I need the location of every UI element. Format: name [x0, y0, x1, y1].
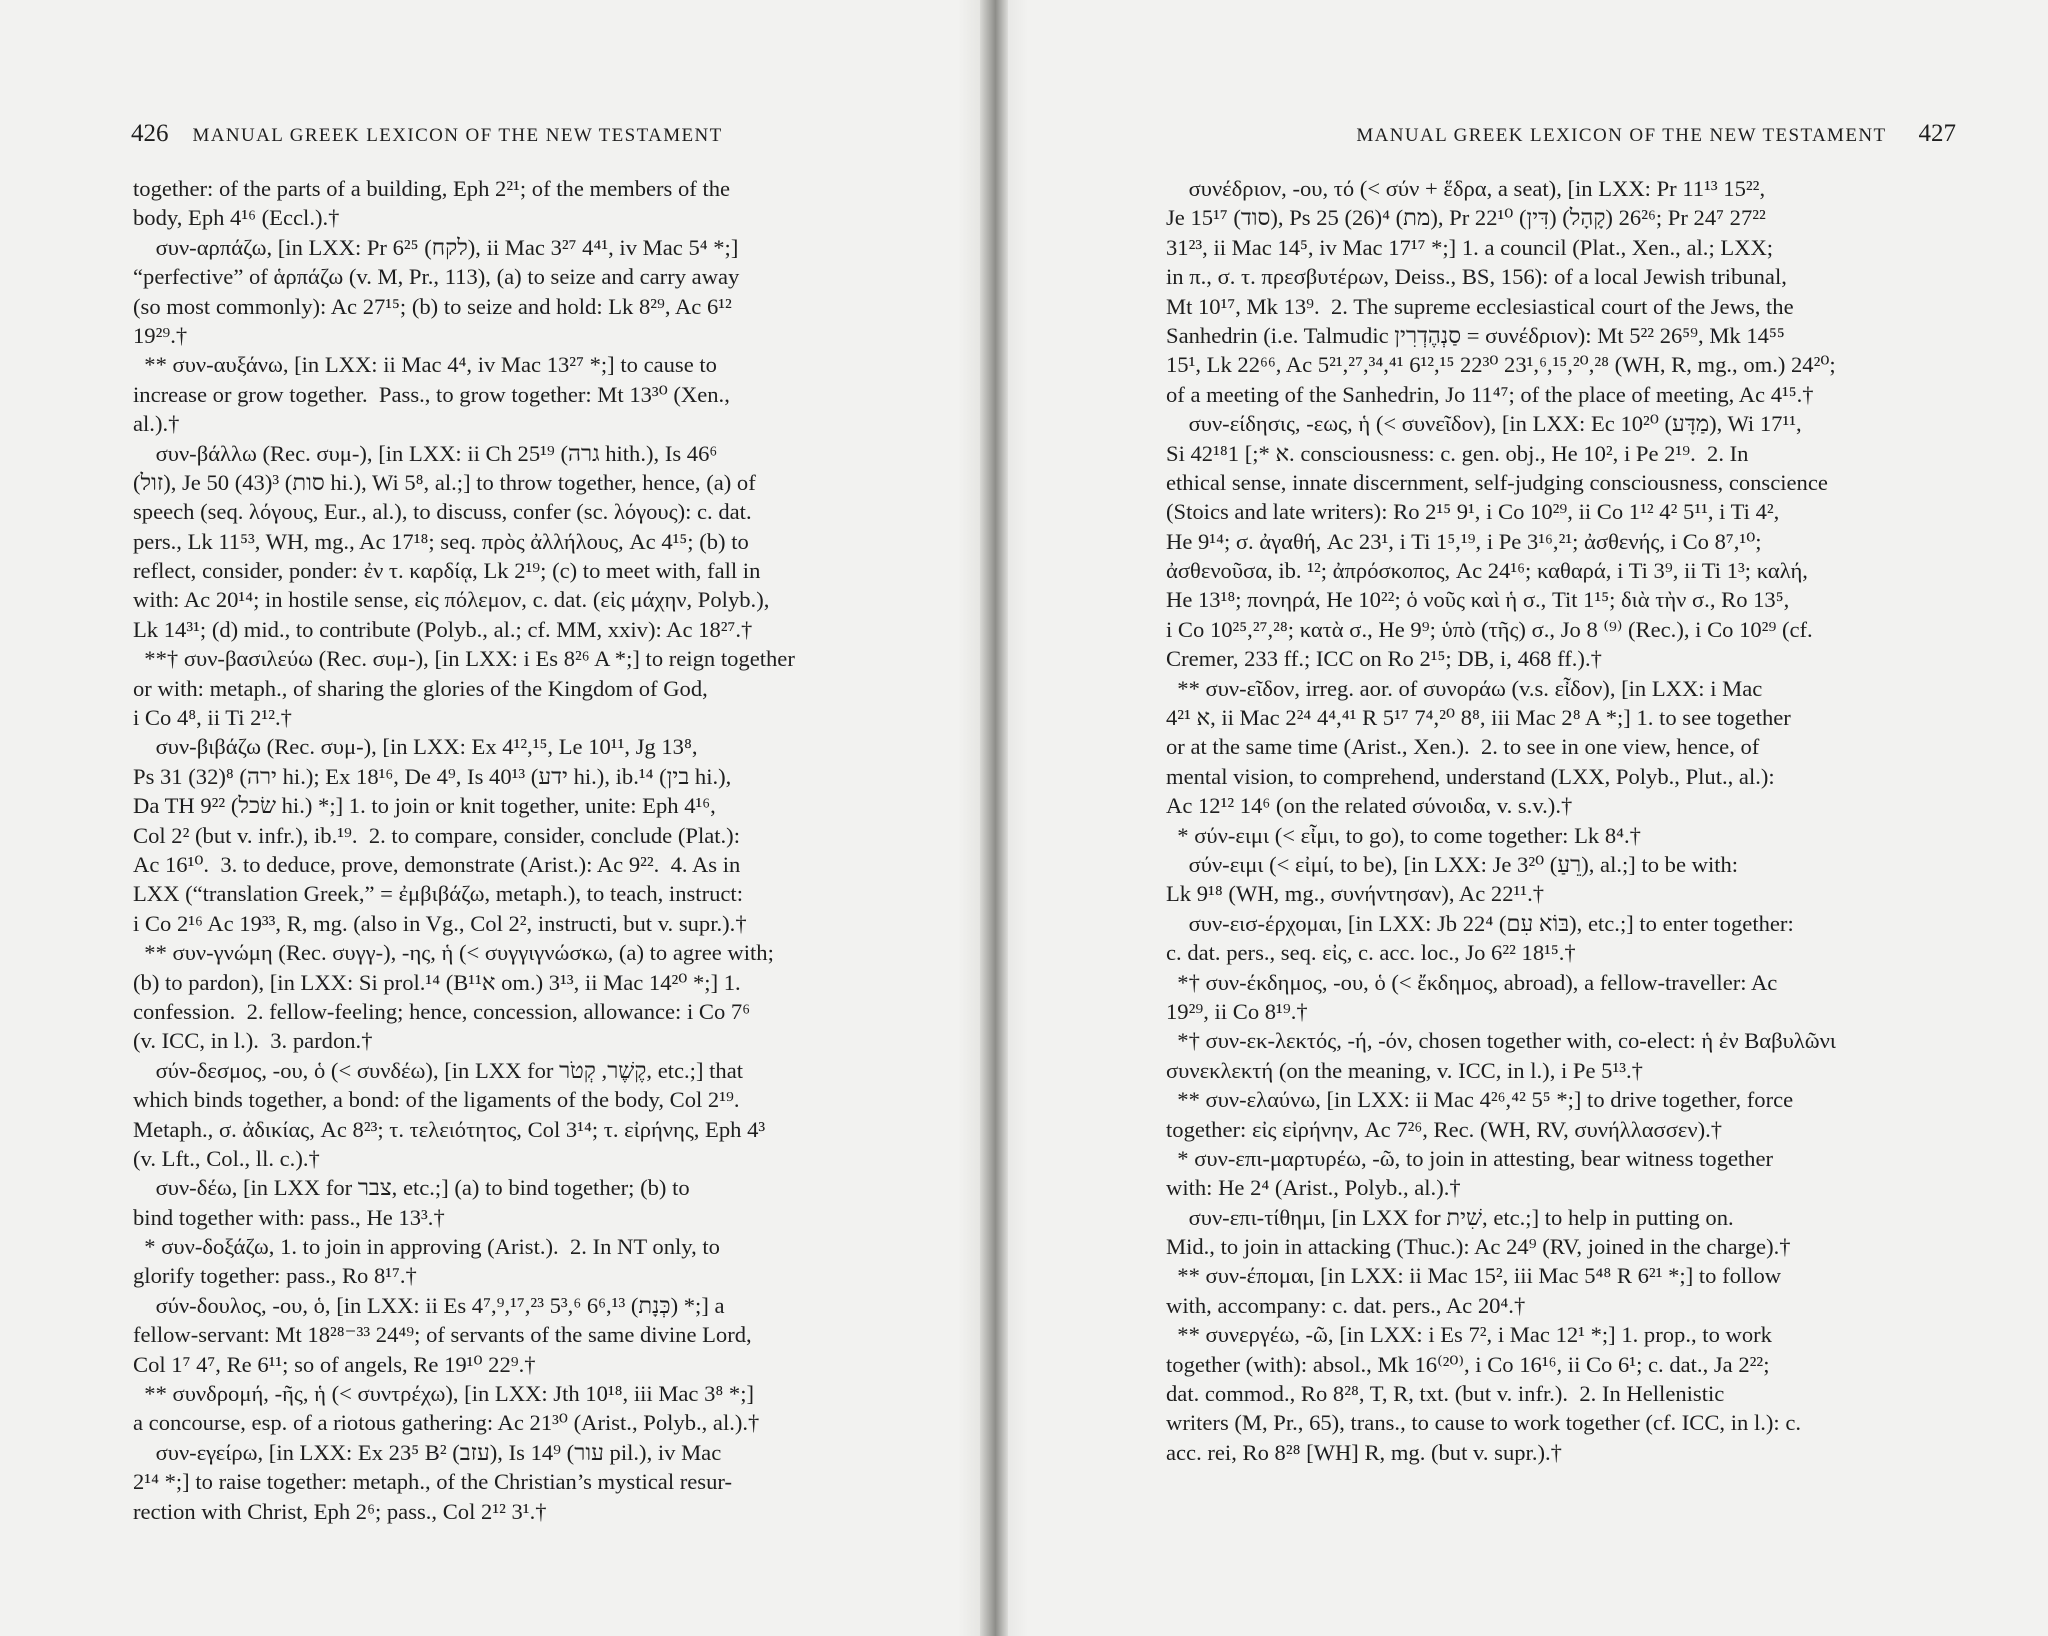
right-page-number: 427	[1918, 120, 1956, 147]
text-line: of a meeting of the Sanhedrin, Jo 11⁴⁷; of the place of meeting, Ac 4¹⁵.†	[1166, 381, 1814, 407]
text-line: Si 42¹⁸א *;] 1. consciousness: c. gen. obj., He 10², i Pe 2¹⁹. 2. In	[1166, 440, 1749, 466]
text-line: συν-επι-τίθημι, [in LXX for שִׁית, etc.;] to help in putting on.	[1166, 1204, 1734, 1230]
text-line: 19²⁹, ii Co 8¹⁹.†	[1166, 998, 1308, 1024]
right-page-body	[1166, 174, 1956, 1467]
text-line: συν-δέω, [in LXX for צבר, etc.;] (a) to bind together; (b) to	[133, 1175, 690, 1201]
text-line: together: εἰς εἰρήνην, Ac 7²⁶, Rec. (WH, RV, συνήλλασσεν).†	[1166, 1116, 1723, 1142]
text-line: confession. 2. fellow-feeling; hence, concession, allowance: i Co 7⁶	[133, 998, 751, 1024]
text-line: (so most commonly): Ac 27¹⁵; (b) to seize and hold: Lk 8²⁹, Ac 6¹²	[133, 293, 732, 319]
text-line: reflect, consider, ponder: ἐν τ. καρδίᾳ, Lk 2¹⁹; (c) to meet with, fall in	[133, 558, 761, 584]
text-line: Col 1⁷ 4⁷, Re 6¹¹; so of angels, Re 19¹⁰ 22⁹.†	[133, 1351, 536, 1377]
left-running-title: MANUAL GREEK LEXICON OF THE NEW TESTAMENT	[192, 125, 723, 146]
text-line: Cremer, 233 ff.; ICC on Ro 2¹⁵; DB, i, 468 ff.).†	[1166, 646, 1602, 672]
text-line: συν-εισ-έρχομαι, [in LXX: Jb 22⁴ (בּוֹא עִם), etc.;] to enter together:	[1166, 910, 1794, 936]
text-line: ** συνεργέω, -ῶ, [in LXX: i Es 7², i Mac 12¹ *;] 1. prop., to work	[1166, 1322, 1772, 1348]
text-line: or with: metaph., of sharing the glories of the Kingdom of God,	[133, 675, 708, 701]
text-line: σύν-ειμι (< εἰμί, to be), [in LXX: Je 3²⁰ (רֵעַ), al.;] to be with:	[1166, 851, 1739, 877]
text-line: (v. ICC, in l.). 3. pardon.†	[133, 1028, 373, 1054]
text-line: συνεκλεκτή (on the meaning, v. ICC, in l.), i Pe 5¹³.†	[1166, 1057, 1643, 1083]
text-line: συν-βάλλω (Rec. συμ-), [in LXX: ii Ch 25¹⁹ (גרה hith.), Is 46⁶	[133, 440, 718, 466]
text-line: Lk 14³¹; (d) mid., to contribute (Polyb., al.; cf. MM, xxiv): Ac 18²⁷.†	[133, 616, 753, 642]
text-line: Col 2² (but v. infr.), ib.¹⁹. 2. to compare, consider, conclude (Plat.):	[133, 822, 740, 848]
text-line: Da TH 9²² (שׂכל hi.) *;] 1. to join or knit together, unite: Eph 4¹⁶,	[133, 793, 716, 819]
text-line: Lk 9¹⁸ (WH, mg., συνήντησαν), Ac 22¹¹.†	[1166, 881, 1545, 907]
book-gutter	[980, 0, 1008, 1636]
text-line: (v. Lft., Col., ll. c.).†	[133, 1145, 320, 1171]
right-running-title: MANUAL GREEK LEXICON OF THE NEW TESTAMENT	[1356, 125, 1887, 146]
text-line: Ac 16¹⁰. 3. to deduce, prove, demonstrate (Arist.): Ac 9²². 4. As in	[133, 851, 741, 877]
text-line: Metaph., σ. ἀδικίας, Ac 8²³; τ. τελειότητος, Col 3¹⁴; τ. εἰρήνης, Eph 4³	[133, 1116, 766, 1142]
text-line: Mid., to join in attacking (Thuc.): Ac 24⁹ (RV, joined in the charge).†	[1166, 1234, 1791, 1260]
text-line: 2¹⁴ *;] to raise together: metaph., of the Christian’s mystical resur-	[133, 1469, 732, 1495]
left-page-number: 426	[131, 120, 169, 147]
text-line: fellow-servant: Mt 18²⁸⁻³³ 24⁴⁹; of servants of the same divine Lord,	[133, 1322, 752, 1348]
text-line: * σύν-ειμι (< εἶμι, to go), to come together: Lk 8⁴.†	[1166, 822, 1641, 848]
text-line: body, Eph 4¹⁶ (Eccl.).†	[133, 205, 340, 231]
text-line: ἀσθενοῦσα, ib. ¹²; ἀπρόσκοπος, Ac 24¹⁶; καθαρά, i Ti 3⁹, ii Ti 1³; καλή,	[1166, 558, 1808, 584]
right-page	[994, 0, 2048, 1636]
text-line: He 9¹⁴; σ. ἀγαθή, Ac 23¹, i Ti 1⁵,¹⁹, i Pe 3¹⁶,²¹; ἀσθενής, i Co 8⁷,¹⁰;	[1166, 528, 1762, 554]
text-line: al.).†	[133, 411, 180, 437]
text-line: i Co 10²⁵,²⁷,²⁸; κατὰ σ., He 9⁹; ὑπὸ (τῆς) σ., Jo 8 ⁽⁹⁾ (Rec.), i Co 10²⁹ (cf.	[1166, 616, 1813, 642]
text-line: speech (seq. λόγους, Eur., al.), to discuss, confer (sc. λόγους): c. dat.	[133, 499, 752, 525]
text-line: together: of the parts of a building, Eph 2²¹; of the members of the	[133, 176, 731, 201]
text-line: ** συνδρομή, -ῆς, ἡ (< συντρέχω), [in LXX: Jth 10¹⁸, iii Mac 3⁸ *;]	[133, 1381, 755, 1407]
text-line: mental vision, to comprehend, understand (LXX, Polyb., Plut., al.):	[1166, 763, 1775, 789]
text-line: with, accompany: c. dat. pers., Ac 20⁴.†	[1166, 1292, 1526, 1318]
text-line: with: He 2⁴ (Arist., Polyb., al.).†	[1166, 1175, 1461, 1201]
text-line: συνέδριον, -ου, τό (< σύν + ἕδρα, a seat), [in LXX: Pr 11¹³ 15²²,	[1166, 176, 1766, 201]
text-line: ** συν-αυξάνω, [in LXX: ii Mac 4⁴, iv Mac 13²⁷ *;] to cause to	[133, 352, 717, 378]
text-line: He 13¹⁸; πονηρά, He 10²²; ὁ νοῦς καὶ ἡ σ., Tit 1¹⁵; διὰ τὴν σ., Ro 13⁵,	[1166, 587, 1790, 613]
text-line: Mt 10¹⁷, Mk 13⁹. 2. The supreme ecclesiastical court of the Jews, the	[1166, 293, 1794, 319]
text-line: c. dat. pers., seq. εἰς, c. acc. loc., Jo 6²² 18¹⁵.†	[1166, 940, 1576, 966]
text-line: * συν-επι-μαρτυρέω, -ῶ, to join in attesting, bear witness together	[1166, 1145, 1774, 1171]
text-line: bind together with: pass., He 13³.†	[133, 1204, 445, 1230]
text-line: i Co 4⁸, ii Ti 2¹².†	[133, 705, 292, 731]
text-line: ** συν-έπομαι, [in LXX: ii Mac 15², iii Mac 5⁴⁸ R 6²¹ *;] to follow	[1166, 1263, 1782, 1289]
text-line: *† συν-εκ-λεκτός, -ή, -όν, chosen together with, co-elect: ἡ ἐν Βαβυλῶνι	[1166, 1028, 1836, 1054]
text-line: writers (M, Pr., 65), trans., to cause to work together (cf. ICC, in l.): c.	[1166, 1410, 1801, 1436]
text-line: *† συν-έκδημος, -ου, ὁ (< ἔκδημος, abroad), a fellow-traveller: Ac	[1166, 969, 1778, 995]
text-line: (Stoics and late writers): Ro 2¹⁵ 9¹, i Co 10²⁹, ii Co 1¹² 4² 5¹¹, i Ti 4²,	[1166, 499, 1780, 525]
text-line: which binds together, a bond: of the ligaments of the body, Col 2¹⁹.	[133, 1087, 740, 1113]
text-line: “perfective” of ἁρπάζω (v. M, Pr., 113), (a) to seize and carry away	[133, 264, 740, 290]
text-line: 31²³, ii Mac 14⁵, iv Mac 17¹⁷ *;] 1. a council (Plat., Xen., al.; LXX;	[1166, 234, 1774, 260]
text-line: 19²⁹.†	[133, 322, 188, 348]
text-line: * συν-δοξάζω, 1. to join in approving (Arist.). 2. In NT only, to	[133, 1234, 720, 1260]
text-line: σύν-δεσμος, -ου, ὁ (< συνδέω), [in LXX for קֶשֶׁר, קְטֹר, etc.;] that	[133, 1057, 743, 1083]
text-line: **† συν-βασιλεύω (Rec. συμ-), [in LXX: i Es 8²⁶ A *;] to reign together	[133, 646, 795, 672]
text-line: in π., σ. τ. πρεσβυτέρων, Deiss., BS, 156): of a local Jewish tribunal,	[1166, 264, 1787, 290]
left-running-head	[131, 120, 911, 154]
text-line: συν-αρπάζω, [in LXX: Pr 6²⁵ (לקח), ii Mac 3²⁷ 4⁴¹, iv Mac 5⁴ *;]	[133, 234, 739, 260]
left-page-body	[133, 174, 911, 1526]
text-line: i Co 2¹⁶ Ac 19³³, R, mg. (also in Vg., Col 2², instructi, but v. supr.).†	[133, 910, 747, 936]
text-line: ethical sense, innate discernment, self-judging consciousness, conscience	[1166, 469, 1828, 495]
text-line: (b) to pardon), [in LXX: Si prol.¹⁴ (B¹א¹ om.) 3¹³, ii Mac 14²⁰ *;] 1.	[133, 969, 741, 995]
text-line: or at the same time (Arist., Xen.). 2. to see in one view, hence, of	[1166, 734, 1760, 760]
text-line: acc. rei, Ro 8²⁸ [WH] R, mg. (but v. supr.).†	[1166, 1439, 1562, 1465]
text-line: (זול), Je 50 (43)³ (סות hi.), Wi 5⁸, al.;] to throw together, hence, (a) of	[133, 469, 756, 495]
text-line: συν-βιβάζω (Rec. συμ-), [in LXX: Ex 4¹²,¹⁵, Le 10¹¹, Jg 13⁸,	[133, 734, 698, 760]
text-line: increase or grow together. Pass., to grow together: Mt 13³⁰ (Xen.,	[133, 381, 730, 407]
text-line: συν-είδησις, -εως, ἡ (< συνεῖδον), [in LXX: Ec 10²⁰ (מַדָּע), Wi 17¹¹,	[1166, 411, 1802, 437]
text-line: rection with Christ, Eph 2⁶; pass., Col 2¹² 3¹.†	[133, 1498, 547, 1524]
text-line: 4²¹ א, ii Mac 2²⁴ 4⁴,⁴¹ R 5¹⁷ 7⁴,²⁰ 8⁸, iii Mac 2⁸ A *;] 1. to see together	[1166, 705, 1791, 731]
text-line: glorify together: pass., Ro 8¹⁷.†	[133, 1263, 417, 1289]
text-line: Je 15¹⁷ (סוד), Ps 25 (26)⁴ (מת), Pr 22¹⁰ (דִּין) 26²⁶ (קָהָל); Pr 24⁷ 27²²	[1166, 205, 1766, 231]
text-line: ** συν-γνώμη (Rec. συγγ-), -ης, ἡ (< συγγιγνώσκω, (a) to agree with;	[133, 940, 774, 966]
text-line: pers., Lk 11⁵³, WH, mg., Ac 17¹⁸; seq. πρὸς ἀλλήλους, Ac 4¹⁵; (b) to	[133, 528, 749, 554]
text-line: LXX (“translation Greek,” = ἐμβιβάζω, metaph.), to teach, instruct:	[133, 881, 743, 907]
text-line: ** συν-ελαύνω, [in LXX: ii Mac 4²⁶,⁴² 5⁵ *;] to drive together, force	[1166, 1087, 1794, 1113]
left-page	[0, 0, 994, 1636]
text-line: ** συν-εῖδον, irreg. aor. of συνοράω (v.s. εἶδον), [in LXX: i Mac	[1166, 675, 1763, 701]
text-line: Ps 31 (32)⁸ (ירה hi.); Ex 18¹⁶, De 4⁹, Is 40¹³ (ידע hi.), ib.¹⁴ (בין hi.),	[133, 763, 732, 789]
text-line: Ac 12¹² 14⁶ (on the related σύνοιδα, v. s.v.).†	[1166, 793, 1573, 819]
text-line: dat. commod., Ro 8²⁸, T, R, txt. (but v. infr.). 2. In Hellenistic	[1166, 1381, 1725, 1407]
text-line: a concourse, esp. of a riotous gathering: Ac 21³⁰ (Arist., Polyb., al.).†	[133, 1410, 760, 1436]
right-running-head	[1176, 120, 1956, 154]
text-line: συν-εγείρω, [in LXX: Ex 23⁵ B² (עזב), Is 14⁹ (עור pil.), iv Mac	[133, 1439, 722, 1465]
text-line: with: Ac 20¹⁴; in hostile sense, εἰς πόλεμον, c. dat. (εἰς μάχην, Polyb.),	[133, 587, 770, 613]
text-line: together (with): absol., Mk 16⁽²⁰⁾, i Co 16¹⁶, ii Co 6¹; c. dat., Ja 2²²;	[1166, 1351, 1770, 1377]
text-line: Sanhedrin (i.e. Talmudic סַנְהֶדְרִין = συνέδριον): Mt 5²² 26⁵⁹, Mk 14⁵⁵	[1166, 322, 1785, 348]
text-line: σύν-δουλος, -ου, ὁ, [in LXX: ii Es 4⁷,⁹,¹⁷,²³ 5³,⁶ 6⁶,¹³ (כְּנָת) *;] a	[133, 1292, 725, 1318]
text-line: 15¹, Lk 22⁶⁶, Ac 5²¹,²⁷,³⁴,⁴¹ 6¹²,¹⁵ 22³⁰ 23¹,⁶,¹⁵,²⁰,²⁸ (WH, R, mg., om.) 24²⁰;	[1166, 352, 1836, 378]
